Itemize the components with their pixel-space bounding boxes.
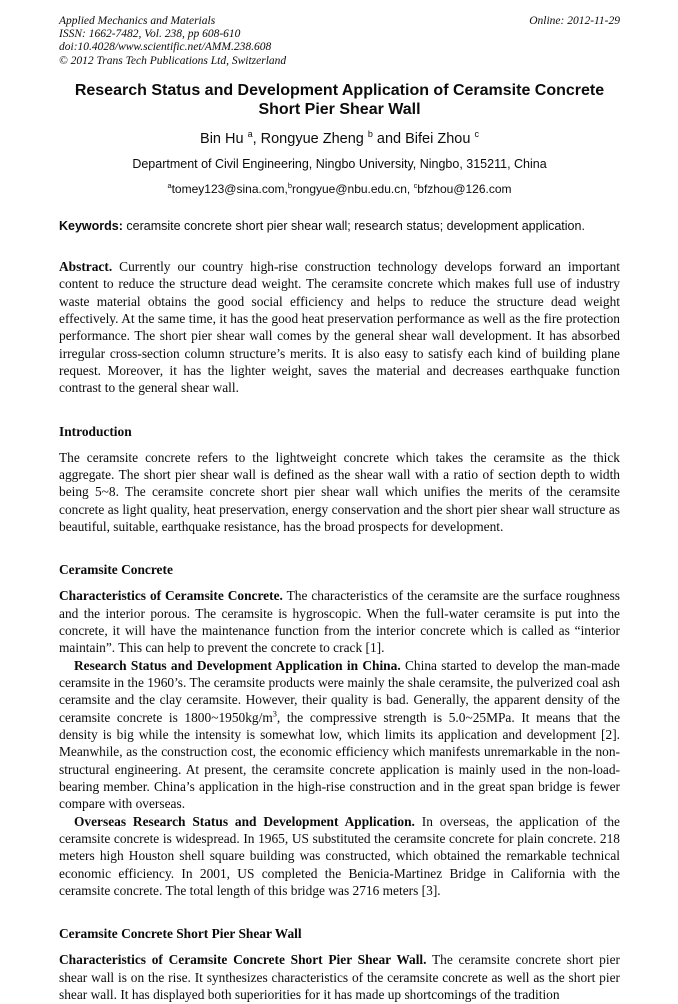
overseas-research-paragraph: Overseas Research Status and Development Application. In overseas, the application of the ceramsite concrete is widespread. In 1965, US substituted the ceramsite concrete for plain concrete. 218 meters high Houston shell square building was constructed, which obtained the remarkable technical economic efficiency. In 2001, US completed the Benicia-Martinez Bridge in California with the ceramsite concrete. The total length of this bridge was 2716 meters [3]. [59,813,621,899]
china-research-paragraph: Research Status and Development Application in China. China started to develop the man-made ceramsite in the 1960’s. The ceramsite products were mainly the shale ceramsite, the pulverized coal ash ceramsite and the clay ceramsite. However, their quality is bad. Generally, the apparent density of the ceramsite concrete is $1800\sim 1950kg/m^3$, the compressive strength is 5.0~25MPa. It means that the density is big while the intensity is somewhat low, which limits its application and development [2]. Meanwhile, as the construction cost, the economic efficiency which manifests unremarkable in the non-structural engineering. At present, the ceramsite concrete application is mainly used in the non-load-bearing member. China’s application in the high-rise construction and in the great span bridge is fewer compare with overseas. [59,657,621,812]
section-heading-ceramsite-concrete: Ceramsite Concrete [59,562,173,578]
abstract-paragraph: Abstract. Currently our country high-rise construction technology develops forward an important content to reduce the structure dead weight. The ceramsite concrete which makes full use of industry waste material obtains the good social efficiency and helps to reduce the structure dead weight effectively. At the same time, it has the good heat preservation performance as well as the fire protection performance. The short pier shear wall comes by the general shear wall development. It has absorbed irregular cross-section column structure’s merits. It is also easy to satisfy each kind of building plane request. Moreover, it has the lighter weight, saves the material and decreases earthquake function contrast to the general shear wall. [59,258,620,396]
ceramsite-characteristics-paragraph: Characteristics of Ceramsite Concrete. The characteristics of the ceramsite are the surface roughness and the interior porous. The ceramsite is hygroscopic. When the full-water ceramsite is put into the concrete, it will have the maintenance function from the interior concrete which is called as “interior maintain”. This can help to prevent the concrete to crack [1]. [59,588,620,656]
journal-doi-line: doi:10.4028/www.scientific.net/AMM.238.608 [59,41,272,54]
paper-title: Research Status and Development Application of Ceramsite Concrete Short Pier Shear Wall [74,81,605,118]
journal-header [59,15,620,68]
journal-copyright-line: © 2012 Trans Tech Publications Ltd, Switzerland [59,54,287,67]
emails-line: $^a$tomey123@sina.com,$^b$rongyue@nbu.edu.cn, $^c$bfzhou@126.com [167,180,512,196]
section-heading-introduction: Introduction [59,423,132,439]
keywords-line: Keywords: ceramsite concrete short pier shear wall; research status; development application. [59,218,585,233]
online-date: Online: 2012-11-29 [529,15,620,27]
journal-issn-line: ISSN: 1662-7482, Vol. 238, pp 608-610 [59,28,241,41]
journal-info [59,15,286,68]
section-heading-short-pier-shear-wall: Ceramsite Concrete Short Pier Shear Wall [59,926,302,942]
short-pier-characteristics-paragraph: Characteristics of Ceramsite Concrete Short Pier Shear Wall. The ceramsite concrete short pier shear wall is on the rise. It synthesizes characteristics of the ceramsite concrete as well as the short pier shear wall. It has displayed both superiorities for it has made up shortcomings of the tradition [59,952,621,1003]
introduction-paragraph: The ceramsite concrete refers to the lightweight concrete which takes the ceramsite as the thick aggregate. The short pier shear wall is defined as the shear wall with a ratio of section depth to width being 5~8. The ceramsite concrete short pier shear wall which unifies the merits of the ceramsite concrete as light quality, heat preservation, energy conservation and the short pier shear wall structure as beautiful, suitable, earthquake resistance, has the broad prospects for development. [59,449,620,534]
authors-line: Bin Hu $^a$, Rongyue Zheng $^b$ and Bifei Zhou $^c$ [200,128,479,147]
affiliation-line: Department of Civil Engineering, Ningbo University, Ningbo, 315211, China [132,156,547,171]
journal-title: Applied Mechanics and Materials [59,15,216,27]
